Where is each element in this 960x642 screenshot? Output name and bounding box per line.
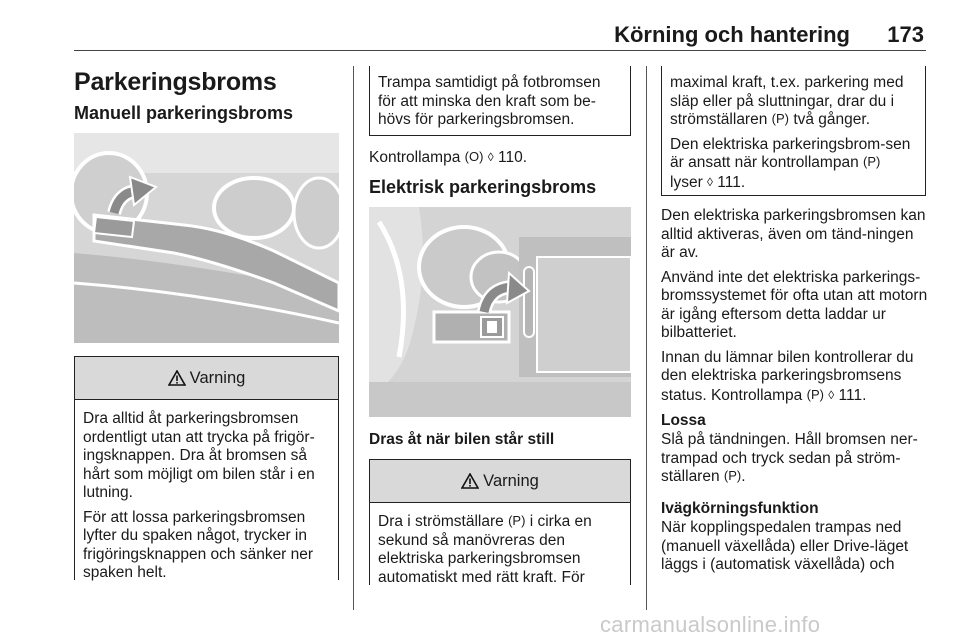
warning-paragraph-1: Dra alltid åt parkeringsbromsen ordentligt utan att trycka på frigör-ingsknappen. Dra åt bromsen så hårt som möjligt om bilen står i en lutning. [83,410,315,501]
page-ref-icon: ◊ [487,150,494,164]
warning-paragraph-2: För att lossa parkeringsbromsen lyfter du spaken något, trycker in frigöringsknappen och sänker ner spaken helt. [83,508,314,581]
warning-paragraph-1: Dra i strömställare (P) i cirka en sekund så manövreras den elektriska parkeringsbromsen automatiskt med rätt kraft. För [378,513,592,586]
lossa-text: Slå på tändningen. Håll bromsen ner-trampad och tryck sedan på ström-ställaren (P). [661,431,918,485]
paragraph-status: Innan du lämnar bilen kontrollerar du den elektriska parkeringsbromsens status. Kontrollampa (P) ◊ 111. [661,348,914,404]
electric-brake-illustration [369,207,631,417]
continued-box [661,66,926,196]
subsection-title-electric: Elektrisk parkeringsbroms [369,177,597,197]
warning-header [370,459,630,503]
brake-lamp-icon: (O) [464,149,484,164]
continued-paragraph-1: maximal kraft, t.ex. parkering med släp eller på sluttningar, drar du i strömställaren (P) två gånger. [670,74,904,128]
warning-triangle-icon [168,370,186,386]
manual-brake-figure [74,133,339,343]
manual-brake-illustration [74,133,339,343]
electric-brake-figure [369,207,631,417]
page-ref-icon: ◊ [707,174,713,189]
running-header-title: Körning och hantering [614,22,850,47]
brake-lamp-icon: (P) [806,386,824,402]
warning-body [75,400,338,583]
switch-p-icon: (P) [771,111,789,126]
column-divider-2 [646,66,647,610]
page-ref-icon: ◊ [828,387,835,402]
warning-box-electric [369,459,631,585]
continued-paragraph-2: Den elektriska parkeringsbrom-sen är ansatt när kontrollampan (P) lyser ◊ 111. [670,135,911,191]
switch-p-icon: (P) [723,468,742,483]
page-number: 173 [887,22,924,47]
paragraph-battery: Använd inte det elektriska parkerings-bromssystemet för ofta utan att motorn är igång eftersom detta laddar ur bilbatteriet. [661,268,928,341]
warning-header [75,356,338,400]
lamp-reference: Kontrollampa (O) ◊ 110. [369,149,528,166]
column-divider-1 [353,66,354,610]
continued-text: Trampa samtidigt på fotbromsen för att minska den kraft som be-hövs för parkeringsbromsen. [378,74,601,128]
warning-triangle-icon [461,473,479,489]
warning-body [370,503,630,587]
lossa-title: Lossa [661,412,706,429]
warning-label: Varning [189,368,246,387]
drive-away-text: När kopplingspedalen trampas ned (manuell växellåda) eller Drive-läget läggs i (automatisk växellåda) och [661,519,909,573]
watermark: carmanualsonline.info [600,612,821,637]
brake-lamp-icon: (P) [863,154,881,169]
warning-box-manual [74,356,339,580]
drive-away-title: Ivägkörningsfunktion [661,500,819,517]
continued-box [369,66,631,136]
subsection-title-manual: Manuell parkeringsbroms [74,103,294,123]
switch-p-icon: (P) [508,513,526,528]
paragraph-activation: Den elektriska parkeringsbromsen kan alltid aktiveras, även om tänd-ningen är av. [661,207,926,261]
column3-body [661,207,929,411]
section-title: Parkeringsbroms [74,68,277,96]
header-rule [74,50,926,51]
warning-label: Varning [483,471,539,490]
figure-caption: Dras åt när bilen står still [369,431,555,448]
